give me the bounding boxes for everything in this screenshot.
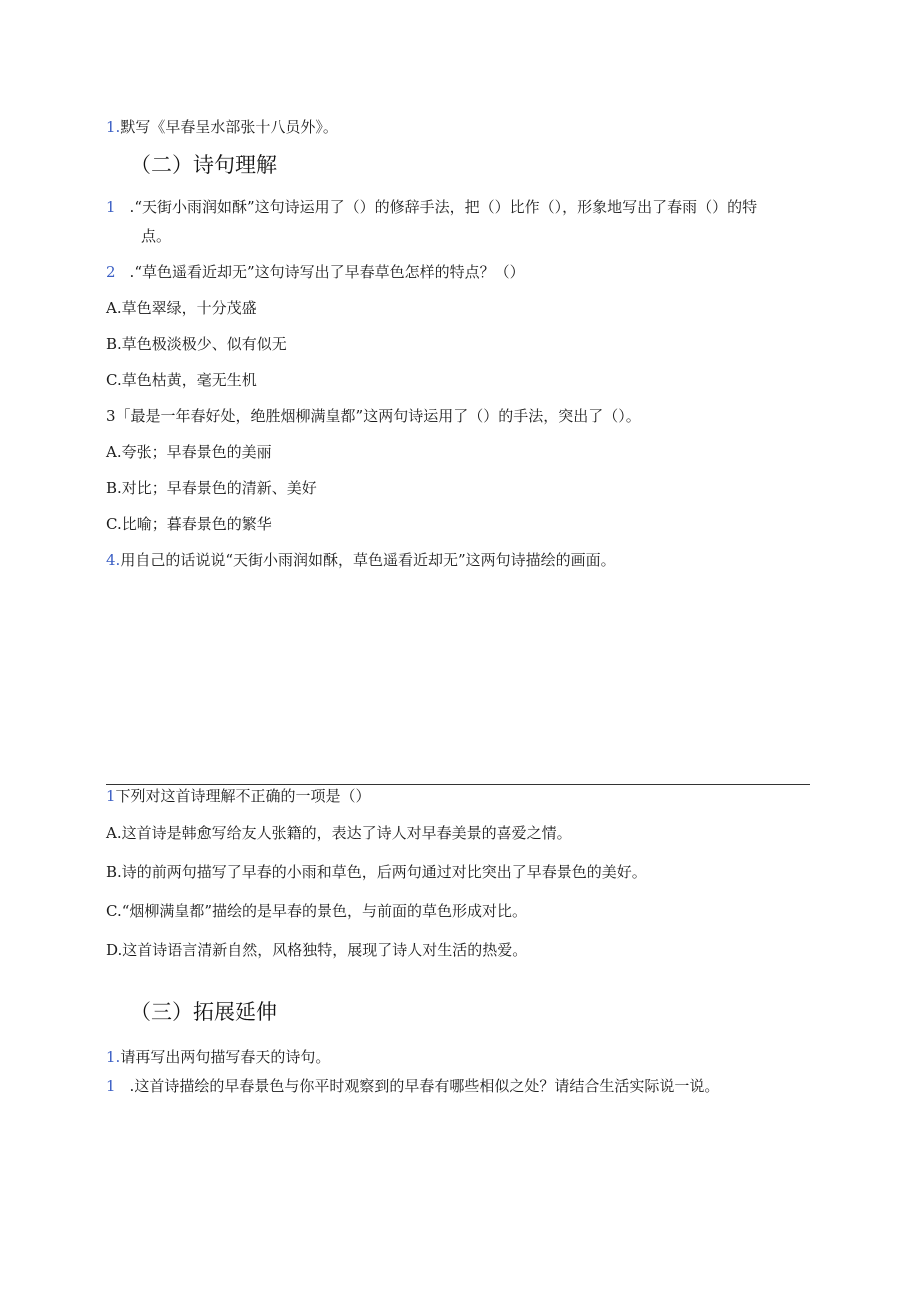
option-b: B.诗的前两句描写了早春的小雨和草色，后两句通过对比突出了早春景色的美好。	[106, 863, 647, 881]
question-s2-1	[106, 197, 757, 217]
option-c: C.比喻；暮春景色的繁华	[106, 515, 272, 533]
question-text: 请再写出两句描写春天的诗句。	[120, 1048, 331, 1066]
section-heading-3: （三）拓展延伸	[130, 1000, 277, 1024]
question-number: 1	[106, 787, 116, 805]
option-a: A.夸张；早春景色的美丽	[106, 443, 272, 461]
question-s3-2	[106, 1076, 719, 1096]
option-a: A.草色翠绿，十分茂盛	[106, 299, 257, 317]
question-text: 默写《早春呈水部张十八员外》。	[120, 118, 338, 136]
option-a: A.这首诗是韩愈写给友人张籍的，表达了诗人对早春美景的喜爱之情。	[106, 824, 572, 842]
option-b: B.对比；早春景色的清新、美好	[106, 479, 317, 497]
divider	[106, 784, 810, 785]
option-d: D.这首诗语言清新自然，风格独特，展现了诗人对生活的热爱。	[106, 941, 528, 959]
question-number: 1	[106, 198, 116, 216]
option-c: C.草色枯黄，毫无生机	[106, 371, 257, 389]
question-text: 下列对这首诗理解不正确的一项是（）	[115, 787, 371, 805]
question-text: .这首诗描绘的早春景色与你平时观察到的早春有哪些相似之处？请结合生活实际说一说。	[129, 1077, 720, 1095]
question-text: .“天街小雨润如酥”这句诗运用了（）的修辞手法，把（）比作（），形象地写出了春雨（）的特	[129, 198, 758, 216]
option-b: B.草色极淡极少、似有似无	[106, 335, 287, 353]
question-number: 2	[106, 263, 116, 281]
question-number: 1	[106, 1077, 116, 1095]
question-text: 用自己的话说说“天街小雨润如酥，草色遥看近却无”这两句诗描绘的画面。	[120, 551, 616, 569]
question-s2b-1	[106, 786, 371, 806]
question-s2-3: 3「最是一年春好处，绝胜烟柳满皇都”这两句诗运用了（）的手法，突出了（）。	[106, 407, 641, 425]
question-text: .“草色遥看近却无”这句诗写出了早春草色怎样的特点？（）	[129, 263, 525, 281]
question-s2-4	[106, 550, 616, 570]
option-c: C.“烟柳满皇都”描绘的是早春的景色，与前面的草色形成对比。	[106, 902, 528, 920]
question-s2-2	[106, 262, 525, 282]
question-number: 1.	[106, 1048, 121, 1066]
question-number: 1.	[106, 118, 121, 136]
question-s3-1	[106, 1047, 330, 1067]
question-s2-1-continuation: 点。	[141, 227, 172, 245]
question-number: 4.	[106, 551, 121, 569]
section-heading-2: （二）诗句理解	[130, 153, 277, 177]
question-s1-1	[106, 117, 338, 137]
